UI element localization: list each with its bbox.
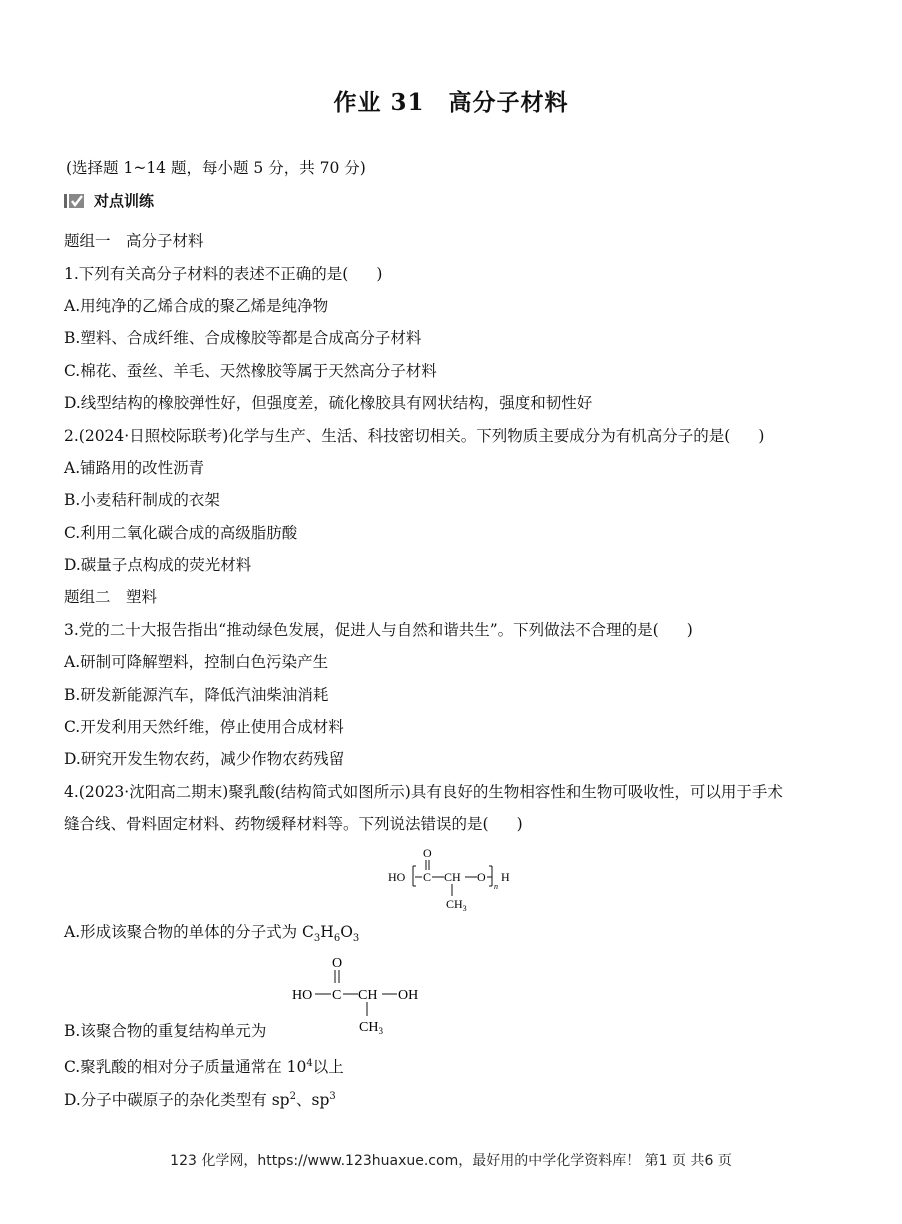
question-1-option-d: D.线型结构的橡胶弹性好，但强度差，硫化橡胶具有网状结构，强度和韧性好 (64, 394, 593, 412)
page-title: 作业 31 高分子材料 (333, 89, 569, 116)
question-1-option-c: C.棉花、蚕丝、羊毛、天然橡胶等属于天然高分子材料 (64, 362, 437, 380)
repeating-unit-structure (290, 950, 430, 1038)
question-1-stem: 1.下列有关高分子材料的表述不正确的是( ) (64, 265, 383, 283)
formula1-ch3: $CH_3$ (446, 897, 467, 913)
formula2-ch3: $CH_3$ (359, 1020, 383, 1036)
question-4-option-a: A.形成该聚合物的单体的分子式为 $C_3H_6O_3$ (64, 923, 360, 945)
question-2-option-d: D.碳量子点构成的荧光材料 (64, 556, 252, 574)
formula2-carbonyl-o: O (332, 956, 343, 971)
formula1-ho: HO (388, 870, 406, 884)
question-4-option-c: C.聚乳酸的相对分子质量通常在 $10^4$以上 (64, 1058, 344, 1077)
question-2-option-a: A.铺路用的改性沥青 (64, 459, 205, 477)
formula2-oh: OH (398, 988, 419, 1003)
formula1-ch: CH (444, 870, 461, 884)
question-4-stem-line-1: 4.(2023·沈阳高二期末)聚乳酸(结构简式如图所示)具有良好的生物相容性和生物可吸收性，可以用于手术 (64, 783, 783, 801)
formula1-o: O (477, 870, 486, 884)
page-footer: 123 化学网，https://www.123huaxue.com，最好用的中学化学资料库！ 第1 页 共6 页 (170, 1153, 732, 1169)
question-3-option-a: A.研制可降解塑料，控制白色污染产生 (64, 653, 329, 671)
score-note: (选择题 1~14 题，每小题 5 分，共 70 分) (66, 159, 366, 177)
checkmark-icon (64, 193, 86, 209)
formula1-h: H (501, 870, 510, 884)
group-heading-1: 题组一 高分子材料 (64, 232, 204, 250)
section-label: 对点训练 (94, 192, 155, 210)
section-header (64, 191, 154, 211)
group-heading-2: 题组二 塑料 (64, 588, 158, 606)
question-3-option-b: B.研发新能源汽车，降低汽油柴油消耗 (64, 686, 329, 704)
formula2-c: C (332, 988, 342, 1003)
question-2-option-b: B.小麦秸秆制成的衣架 (64, 491, 220, 509)
question-3-option-d: D.研究开发生物农药，减少作物农药残留 (64, 750, 345, 768)
question-1-option-b: B.塑料、合成纤维、合成橡胶等都是合成高分子材料 (64, 329, 422, 347)
question-4-option-d: D.分子中碳原子的杂化类型有 $sp^2$、$sp^3$ (64, 1091, 336, 1110)
question-3-option-c: C.开发利用天然纤维，停止使用合成材料 (64, 718, 344, 736)
question-4-stem-line-2: 缝合线、骨料固定材料、药物缓释材料等。下列说法错误的是( ) (64, 815, 523, 833)
formula1-n: n (494, 882, 498, 891)
question-2-option-c: C.利用二氧化碳合成的高级脂肪酸 (64, 524, 298, 542)
formula1-carbonyl-o: O (423, 846, 432, 860)
question-1-option-a: A.用纯净的乙烯合成的聚乙烯是纯净物 (64, 297, 329, 315)
formula2-ho: HO (292, 988, 313, 1003)
question-3-stem: 3.党的二十大报告指出“推动绿色发展，促进人与自然和谐共生”。下列做法不合理的是( ) (64, 621, 693, 639)
formula2-ch: CH (358, 988, 378, 1003)
polylactic-acid-structure (386, 842, 516, 914)
formula1-c: C (423, 870, 432, 884)
question-2-stem: 2.(2024·日照校际联考)化学与生产、生活、科技密切相关。下列物质主要成分为有机高分子的是( ) (64, 427, 765, 445)
question-4-option-b: B.该聚合物的重复结构单元为 (64, 1022, 267, 1040)
